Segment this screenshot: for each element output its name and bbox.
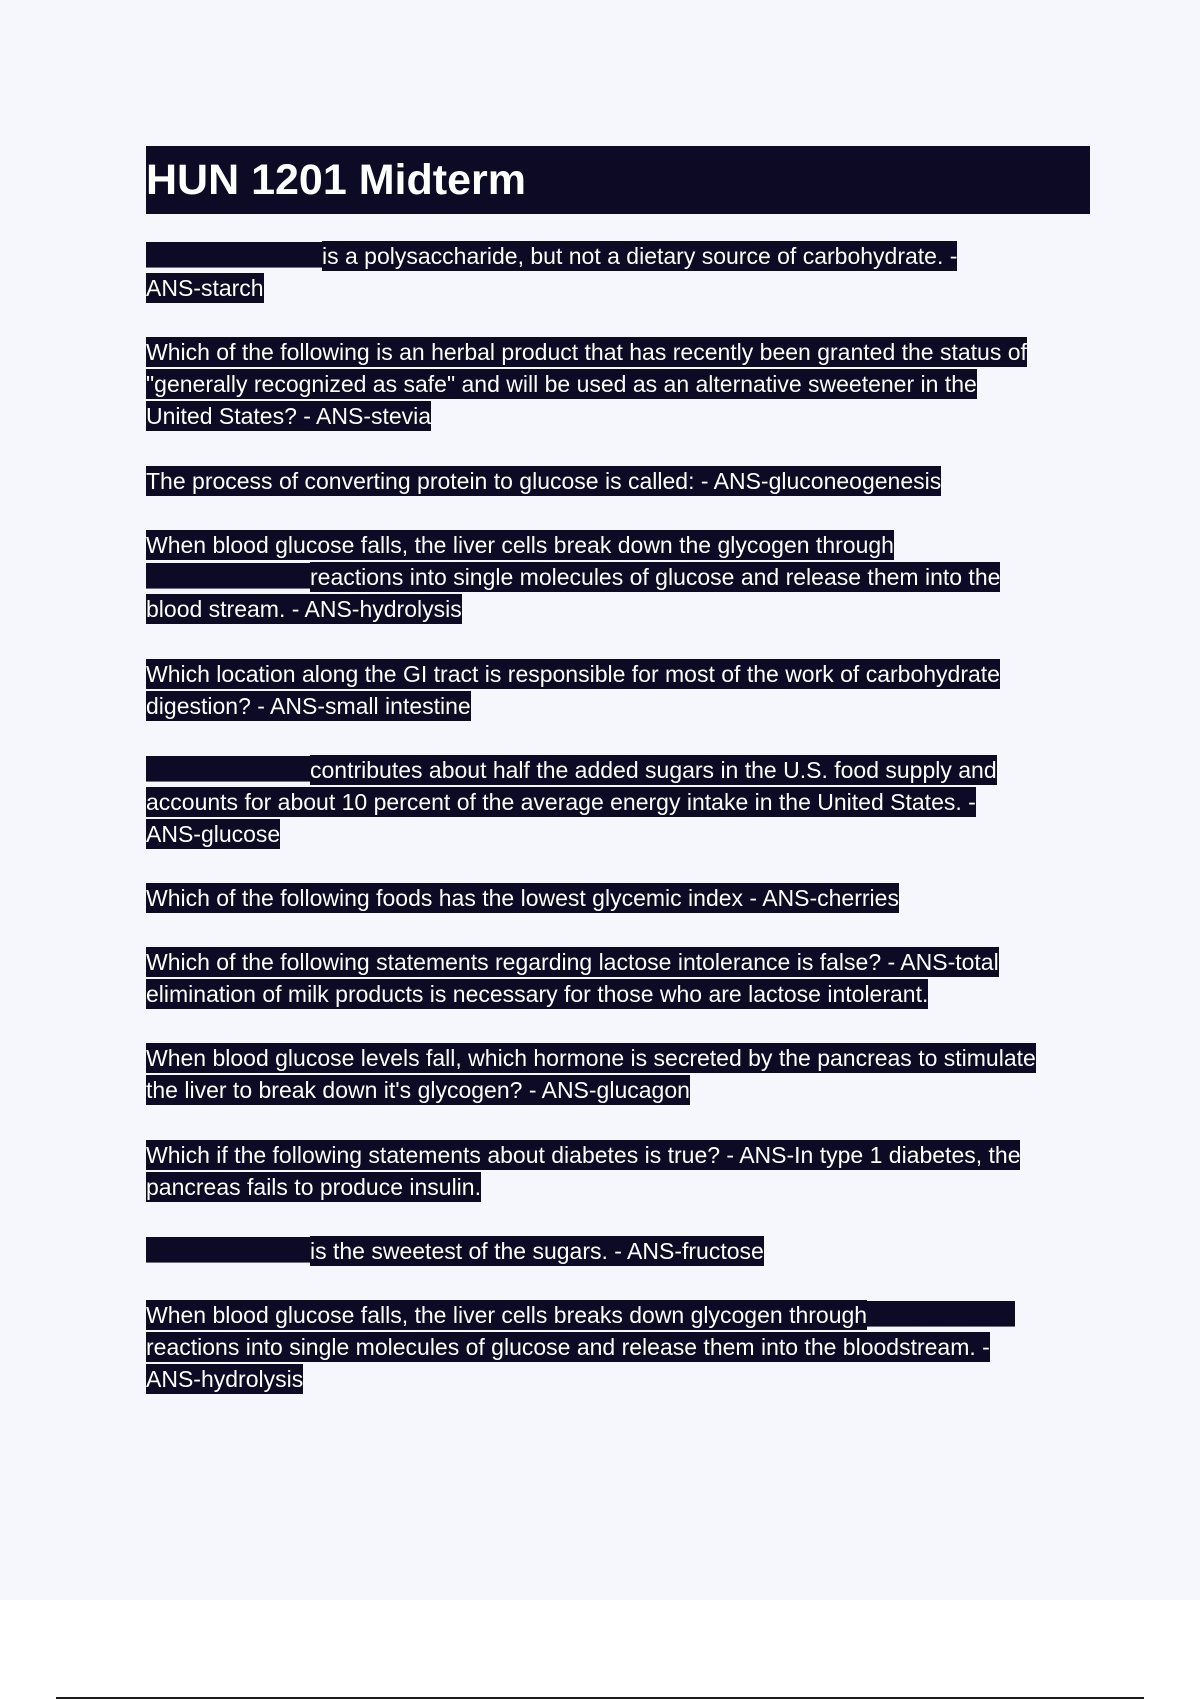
fill-in-blank xyxy=(146,1237,310,1263)
qa-answer[interactable]: ANS-glucose xyxy=(146,821,281,847)
fill-in-blank xyxy=(146,756,310,782)
qa-line xyxy=(146,978,1106,1010)
qa-text[interactable]: is the sweetest of the sugars. - ANS-fructose xyxy=(310,1238,764,1264)
qa-answer[interactable]: ANS-starch xyxy=(146,275,264,301)
qa-line xyxy=(146,1331,1106,1363)
qa-answer[interactable]: blood stream. - ANS-hydrolysis xyxy=(146,596,462,622)
qa-line xyxy=(146,658,1106,690)
qa-text[interactable]: When blood glucose falls, the liver cells breaks down glycogen through xyxy=(146,1302,868,1328)
qa-line xyxy=(146,1171,1106,1203)
qa-line xyxy=(146,336,1106,368)
qa-line xyxy=(146,946,1106,978)
document-title[interactable]: HUN 1201 Midterm xyxy=(146,156,526,204)
qa-answer[interactable]: United States? - ANS-stevia xyxy=(146,403,432,429)
qa-text[interactable]: contributes about half the added sugars in the U.S. food supply and xyxy=(310,757,997,783)
qa-text[interactable]: Which location along the GI tract is responsible for most of the work of carbohydrate xyxy=(146,661,1000,687)
qa-text[interactable]: Which of the following foods has the lowest glycemic index - ANS-cherries xyxy=(146,885,899,911)
qa-text[interactable]: The process of converting protein to glucose is called: - ANS-gluconeogenesis xyxy=(146,468,942,494)
qa-text[interactable]: Which if the following statements about diabetes is true? - ANS-In type 1 diabetes, the xyxy=(146,1142,1021,1168)
qa-text[interactable]: Which of the following statements regarding lactose intolerance is false? - ANS-total xyxy=(146,949,999,975)
qa-line xyxy=(146,818,1106,850)
qa-text[interactable]: "generally recognized as safe" and will be used as an alternative sweetener in the xyxy=(146,371,977,397)
qa-item xyxy=(146,1139,1106,1203)
qa-item xyxy=(146,1042,1106,1106)
qa-line xyxy=(146,1235,1106,1267)
qa-line xyxy=(146,240,1106,272)
qa-answer[interactable]: the liver to break down it's glycogen? - ANS-glucagon xyxy=(146,1077,690,1103)
qa-line xyxy=(146,465,1106,497)
fill-in-blank xyxy=(867,1301,1015,1327)
qa-line xyxy=(146,561,1106,593)
qa-text[interactable]: accounts for about 10 percent of the average energy intake in the United States. - xyxy=(146,789,976,815)
qa-item xyxy=(146,754,1106,850)
qa-line xyxy=(146,1139,1106,1171)
qa-answer[interactable]: elimination of milk products is necessary for those who are lactose intolerant. xyxy=(146,981,929,1007)
qa-answer[interactable]: pancreas fails to produce insulin. xyxy=(146,1174,481,1200)
qa-line xyxy=(146,1299,1106,1331)
fill-in-blank xyxy=(146,242,322,268)
footer-divider xyxy=(56,1697,1144,1699)
qa-line xyxy=(146,1363,1106,1395)
qa-item xyxy=(146,529,1106,625)
qa-item xyxy=(146,658,1106,722)
qa-text[interactable]: is a polysaccharide, but not a dietary source of carbohydrate. - xyxy=(322,243,958,269)
qa-item xyxy=(146,882,1106,914)
qa-text[interactable]: Which of the following is an herbal product that has recently been granted the status of xyxy=(146,339,1027,365)
qa-line xyxy=(146,400,1106,432)
qa-line xyxy=(146,754,1106,786)
qa-answer[interactable]: digestion? - ANS-small intestine xyxy=(146,693,471,719)
qa-line xyxy=(146,529,1106,561)
fill-in-blank xyxy=(146,563,310,589)
qa-line xyxy=(146,593,1106,625)
qa-line xyxy=(146,690,1106,722)
qa-line xyxy=(146,882,1106,914)
qa-item xyxy=(146,1299,1106,1395)
qa-text[interactable]: When blood glucose levels fall, which hormone is secreted by the pancreas to stimulate xyxy=(146,1045,1036,1071)
qa-text[interactable]: reactions into single molecules of glucose and release them into the bloodstream. - xyxy=(146,1334,990,1360)
qa-item xyxy=(146,336,1106,432)
qa-line xyxy=(146,1042,1106,1074)
qa-item xyxy=(146,946,1106,1010)
qa-answer[interactable]: ANS-hydrolysis xyxy=(146,1366,304,1392)
qa-line xyxy=(146,368,1106,400)
qa-line xyxy=(146,1074,1106,1106)
qa-item xyxy=(146,465,1106,497)
qa-line xyxy=(146,272,1106,304)
qa-line xyxy=(146,786,1106,818)
qa-text[interactable]: When blood glucose falls, the liver cells break down the glycogen through xyxy=(146,532,894,558)
qa-item xyxy=(146,1235,1106,1267)
qa-text[interactable]: reactions into single molecules of glucose and release them into the xyxy=(310,564,1001,590)
qa-item xyxy=(146,240,1106,304)
